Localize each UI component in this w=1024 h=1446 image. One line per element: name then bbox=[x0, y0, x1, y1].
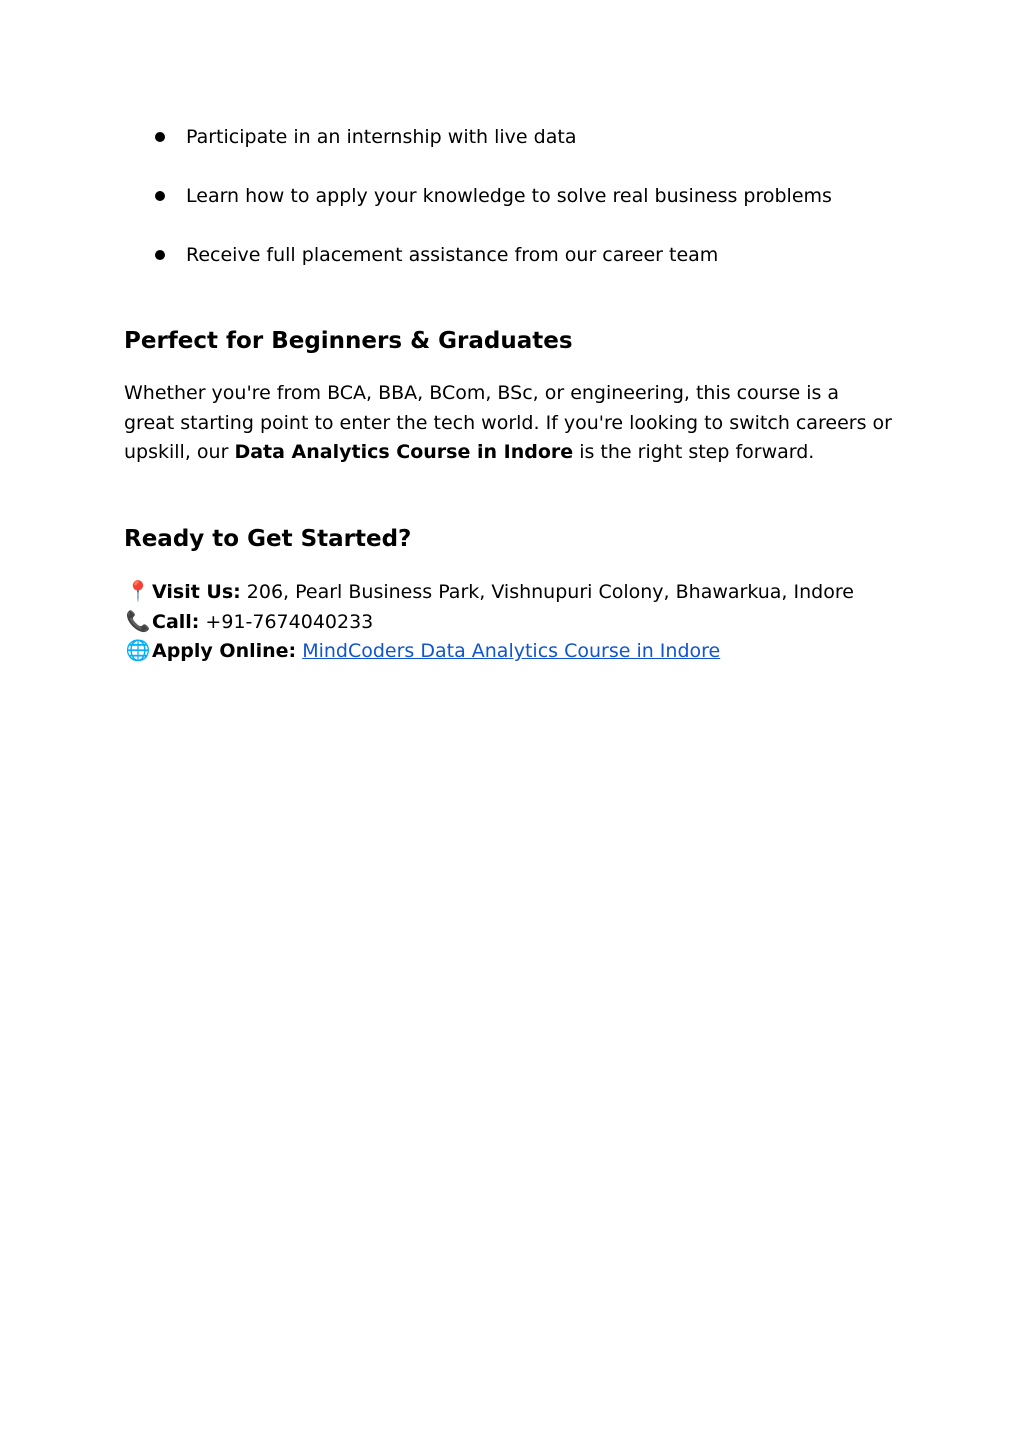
list-item-text: Learn how to apply your knowledge to solve real business problems bbox=[186, 185, 832, 207]
telephone-icon: 📞 bbox=[125, 608, 151, 633]
list-item bbox=[124, 236, 904, 274]
contact-info bbox=[124, 577, 924, 666]
list-item-text: Receive full placement assistance from our career team bbox=[186, 244, 719, 266]
apply-row bbox=[124, 636, 924, 666]
list-item bbox=[124, 118, 904, 156]
visit-label: Visit Us: bbox=[152, 581, 241, 603]
call-label: Call: bbox=[152, 610, 200, 633]
list-item bbox=[124, 177, 904, 215]
globe-icon: 🌐 bbox=[125, 638, 151, 663]
paragraph-text-start: Whether you're from BCA, BBA, BCom, BSc, or engineering, this course is a great starting point to enter the tech world. If you're looking to switch careers or upskill, our bbox=[124, 382, 892, 464]
course-name-bold: Data Analytics Course in Indore bbox=[234, 441, 574, 464]
paragraph-text-end: is the right step forward. bbox=[573, 441, 815, 464]
call-row bbox=[124, 607, 924, 637]
apply-label: Apply Online: bbox=[152, 640, 297, 663]
beginners-paragraph bbox=[124, 379, 894, 468]
visit-address: 206, Pearl Business Park, Vishnupuri Colony, Bhawarkua, Indore bbox=[240, 581, 854, 603]
bullet-icon bbox=[155, 250, 165, 260]
beginners-heading: Perfect for Beginners & Graduates bbox=[124, 328, 573, 354]
apply-online-link[interactable]: MindCoders Data Analytics Course in Indore bbox=[302, 640, 721, 663]
get-started-heading: Ready to Get Started? bbox=[124, 526, 412, 552]
map-pin-icon: 📍 bbox=[125, 579, 151, 603]
bullet-icon bbox=[155, 191, 165, 201]
list-item-text: Participate in an internship with live data bbox=[186, 126, 577, 148]
benefits-list bbox=[124, 118, 904, 295]
visit-row bbox=[124, 577, 924, 607]
bullet-icon bbox=[155, 132, 165, 142]
call-number: +91-7674040233 bbox=[199, 610, 374, 633]
